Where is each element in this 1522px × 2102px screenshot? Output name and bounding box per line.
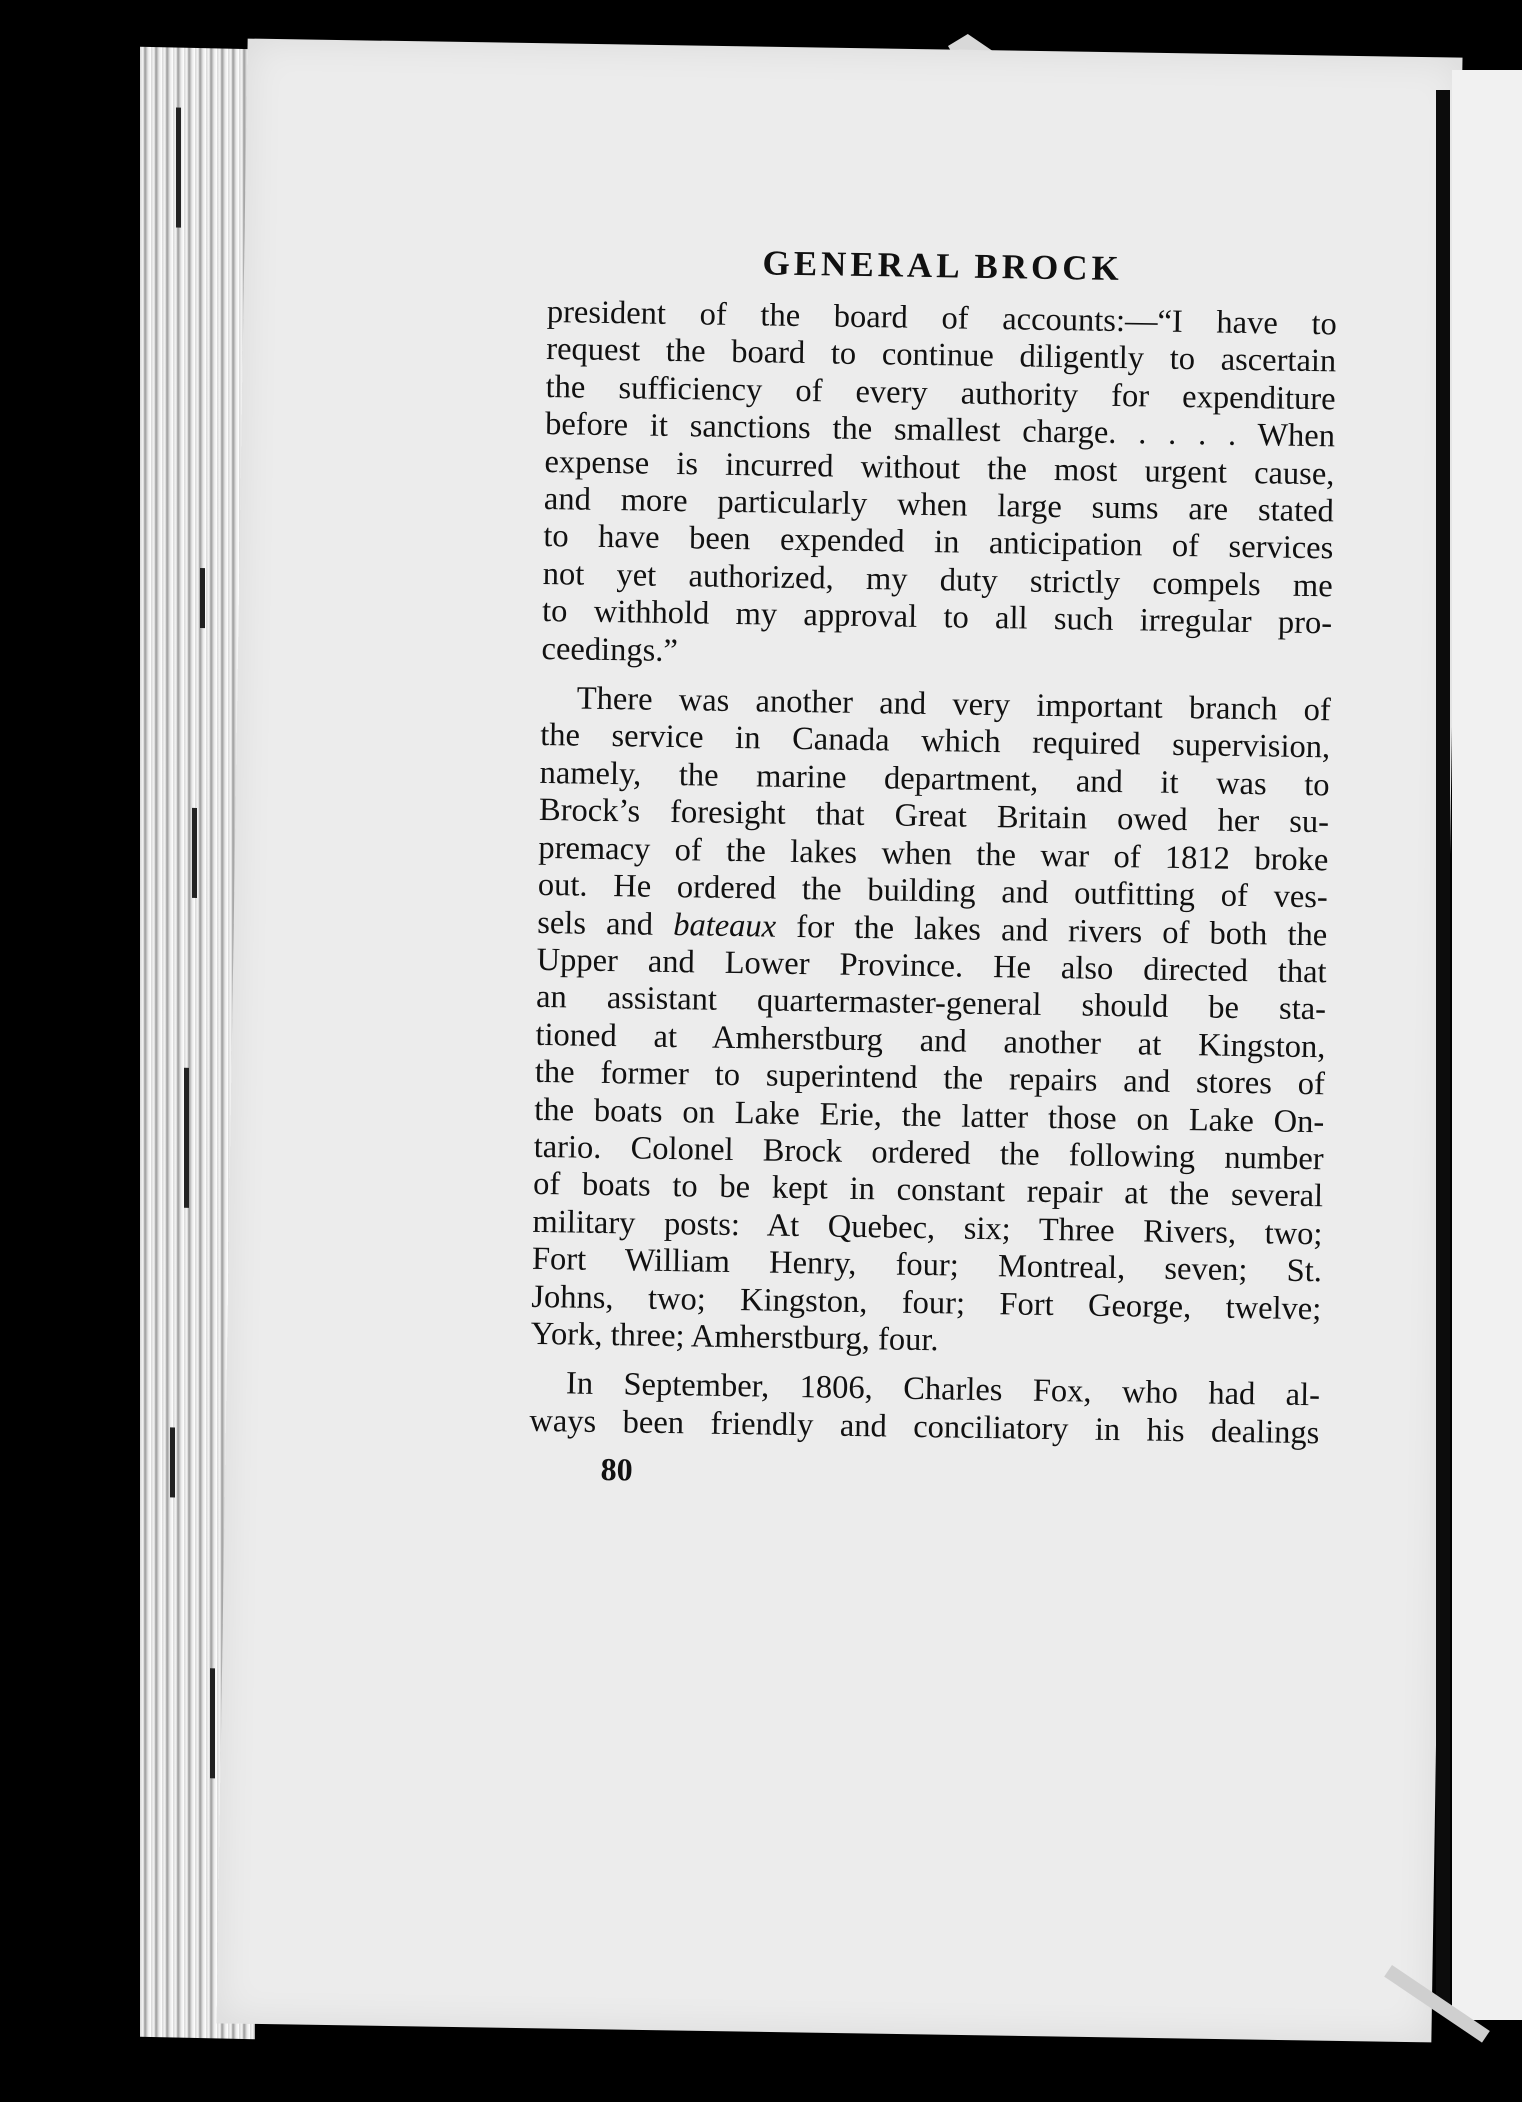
text-line: Upper and Lower Province. He also directed that (536, 941, 1327, 991)
text-line: request the board to continue diligently to ascertain (545, 331, 1337, 380)
text-line: sels and bateaux for the lakes and rivers of both the (536, 904, 1328, 953)
text-line: namely, the marine department, and it was to (539, 754, 1330, 804)
text-line: In September, 1806, Charles Fox, who had al- (565, 1365, 1321, 1414)
text-line: Brock’s foresight that Great Britain owed her su- (538, 792, 1330, 841)
text-line: an assistant quartermaster-general should be sta- (535, 979, 1327, 1028)
text-line: expense is incurred without the most urgent cause, (544, 443, 1335, 493)
text-line: military posts: At Quebec, six; Three Rivers, two; (532, 1203, 1323, 1253)
text-line: of boats to be kept in constant repair at the several (532, 1166, 1324, 1215)
text-line: tario. Colonel Brock ordered the following number (533, 1128, 1324, 1178)
text-line: the sufficiency of every authority for expenditure (545, 368, 1336, 418)
facing-page-edge (1452, 70, 1522, 2020)
text-line: not yet authorized, my duty strictly compels me (542, 555, 1333, 605)
text-line: ceedings.” (541, 630, 679, 669)
page-number: 80 (600, 1451, 633, 1488)
text-line: to withhold my approval to all such irregular pro- (541, 593, 1333, 642)
page-gutter (1436, 90, 1450, 2010)
text-line: out. He ordered the building and outfitting of ves- (537, 867, 1329, 916)
text-line: president of the board of accounts:—“I have to (546, 293, 1338, 343)
text-line: the boats on Lake Erie, the latter those on Lake On- (534, 1091, 1325, 1140)
text-line: Johns, two; Kingston, four; Fort George, twelve; (531, 1278, 1322, 1327)
text-line: before it sanctions the smallest charge. . . . . When (544, 406, 1336, 455)
text-line: York, three; Amherstburg, four. (530, 1315, 939, 1359)
text-line: premacy of the lakes when the war of 1812 broke (538, 829, 1329, 879)
text-line: tioned at Amherstburg and another at Kingston, (535, 1016, 1326, 1066)
running-head: GENERAL BROCK (762, 243, 1124, 289)
paragraph-2 (531, 680, 1331, 1366)
text-line: the former to superintend the repairs and stores of (534, 1054, 1326, 1103)
text-line: Fort William Henry, four; Montreal, seven; St. (531, 1241, 1323, 1290)
paragraph-3 (529, 1365, 1320, 1452)
page-text (528, 240, 1337, 1499)
text-line: There was another and very important branch of (576, 680, 1331, 729)
text-line: and more particularly when large sums are stated (543, 481, 1335, 530)
text-line: to have been expended in anticipation of services (543, 518, 1334, 567)
italic-word: bateaux (672, 906, 777, 945)
text-line: ways been friendly and conciliatory in his dealings (529, 1402, 1320, 1452)
paragraph-1 (541, 294, 1337, 680)
text-line: the service in Canada which required supervision, (539, 717, 1331, 766)
